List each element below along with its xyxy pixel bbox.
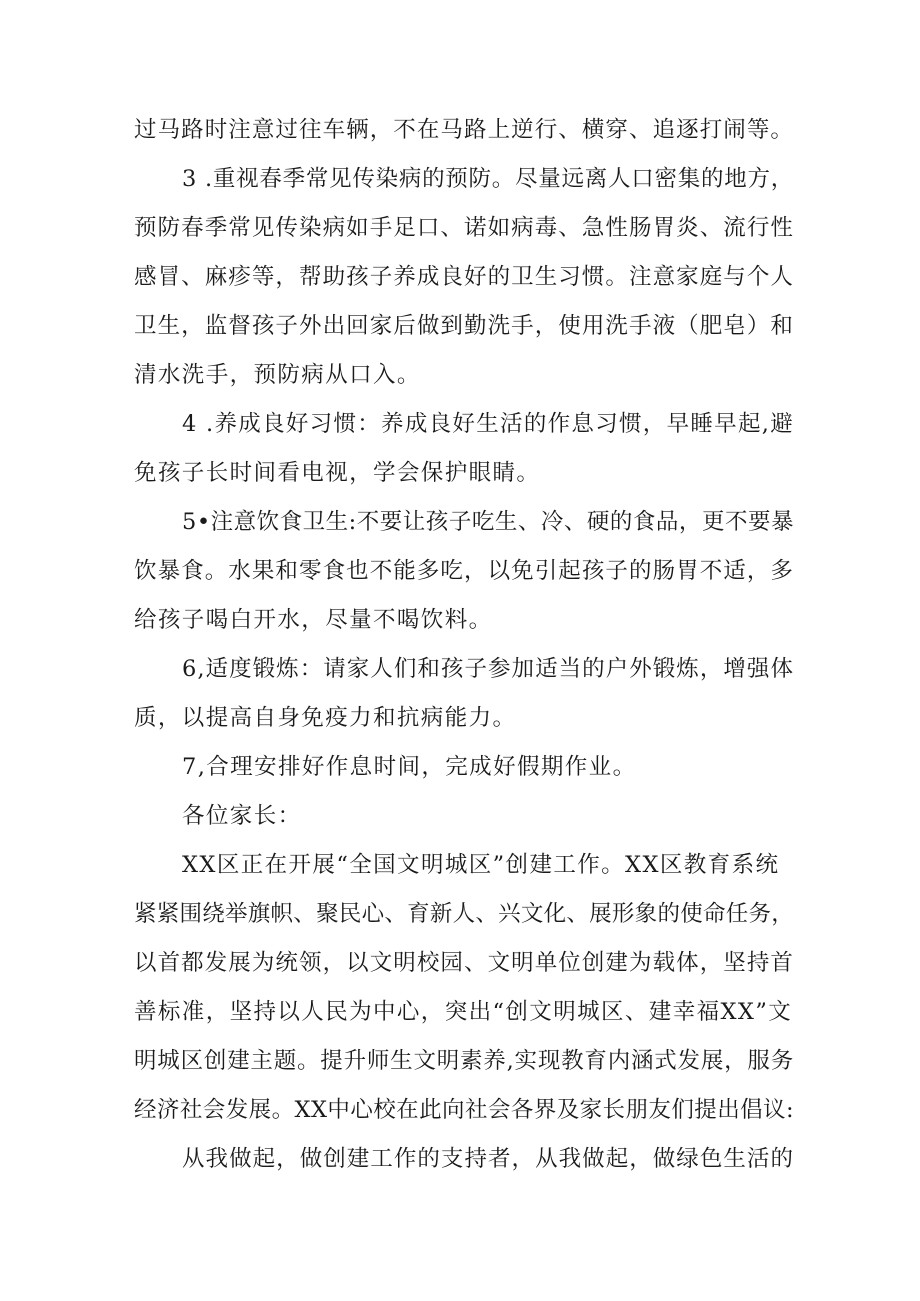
text-line: 卫生，监督孩子外出回家后做到勤洗手，使用洗手液（肥皂）和 [134,313,794,339]
text-line: 饮暴食。水果和零食也不能多吃，以免引起孩子的肠胃不适，多 [134,558,794,584]
paragraph-initiative: XX区正在开展“全国文明城区”创建工作。XX区教育系统 [182,852,780,878]
text-line: 善标准，坚持以人民为中心，突出“创文明城区、建幸福XX”文 [134,999,793,1025]
text-line: 给孩子喝白开水，尽量不喝饮料。 [134,607,493,633]
text-line: 质，以提高自身免疫力和抗病能力。 [134,705,517,731]
text-line: 紧紧围绕举旗帜、聚民心、育新人、兴文化、展形象的使命任务， [134,901,794,927]
text-line: 预防春季常见传染病如手足口、诺如病毒、急性肠胃炎、流行性 [134,215,794,241]
text-line: 以首都发展为统领，以文明校园、文明单位创建为载体，坚持首 [134,950,794,976]
salutation: 各位家长： [182,803,302,829]
paragraph-item-7: 7,合理安排好作息时间，完成好假期作业。 [182,754,637,780]
text-line-continuation: 过马路时注意过往车辆，不在马路上逆行、横穿、追逐打闹等。 [134,117,794,143]
text-line: 免孩子长时间看电视，学会保护眼睛。 [134,460,541,486]
paragraph-start-from-me: 从我做起，做创建工作的支持者，从我做起，做绿色生活的 [182,1146,794,1172]
text-line: 经济社会发展。XX中心校在此向社会各界及家长朋友们提出倡议: [134,1097,794,1123]
text-line: 明城区创建主题。提升师生文明素养,实现教育内涵式发展，服务 [134,1048,794,1074]
paragraph-item-6: 6,适度锻炼：请家人们和孩子参加适当的户外锻炼，增强体 [182,656,794,682]
paragraph-item-3: 3 .重视春季常见传染病的预防。尽量远离人口密集的地方， [182,166,794,192]
text-line: 清水洗手，预防病从口入。 [134,362,421,388]
paragraph-item-5: 5•注意饮食卫生:不要让孩子吃生、冷、硬的食品，更不要暴 [182,509,794,535]
text-line: 感冒、麻疹等，帮助孩子养成良好的卫生习惯。注意家庭与个人 [134,264,794,290]
paragraph-item-4: 4 .养成良好习惯：养成良好生活的作息习惯，早睡早起,避 [182,411,794,437]
document-body [134,106,794,1184]
